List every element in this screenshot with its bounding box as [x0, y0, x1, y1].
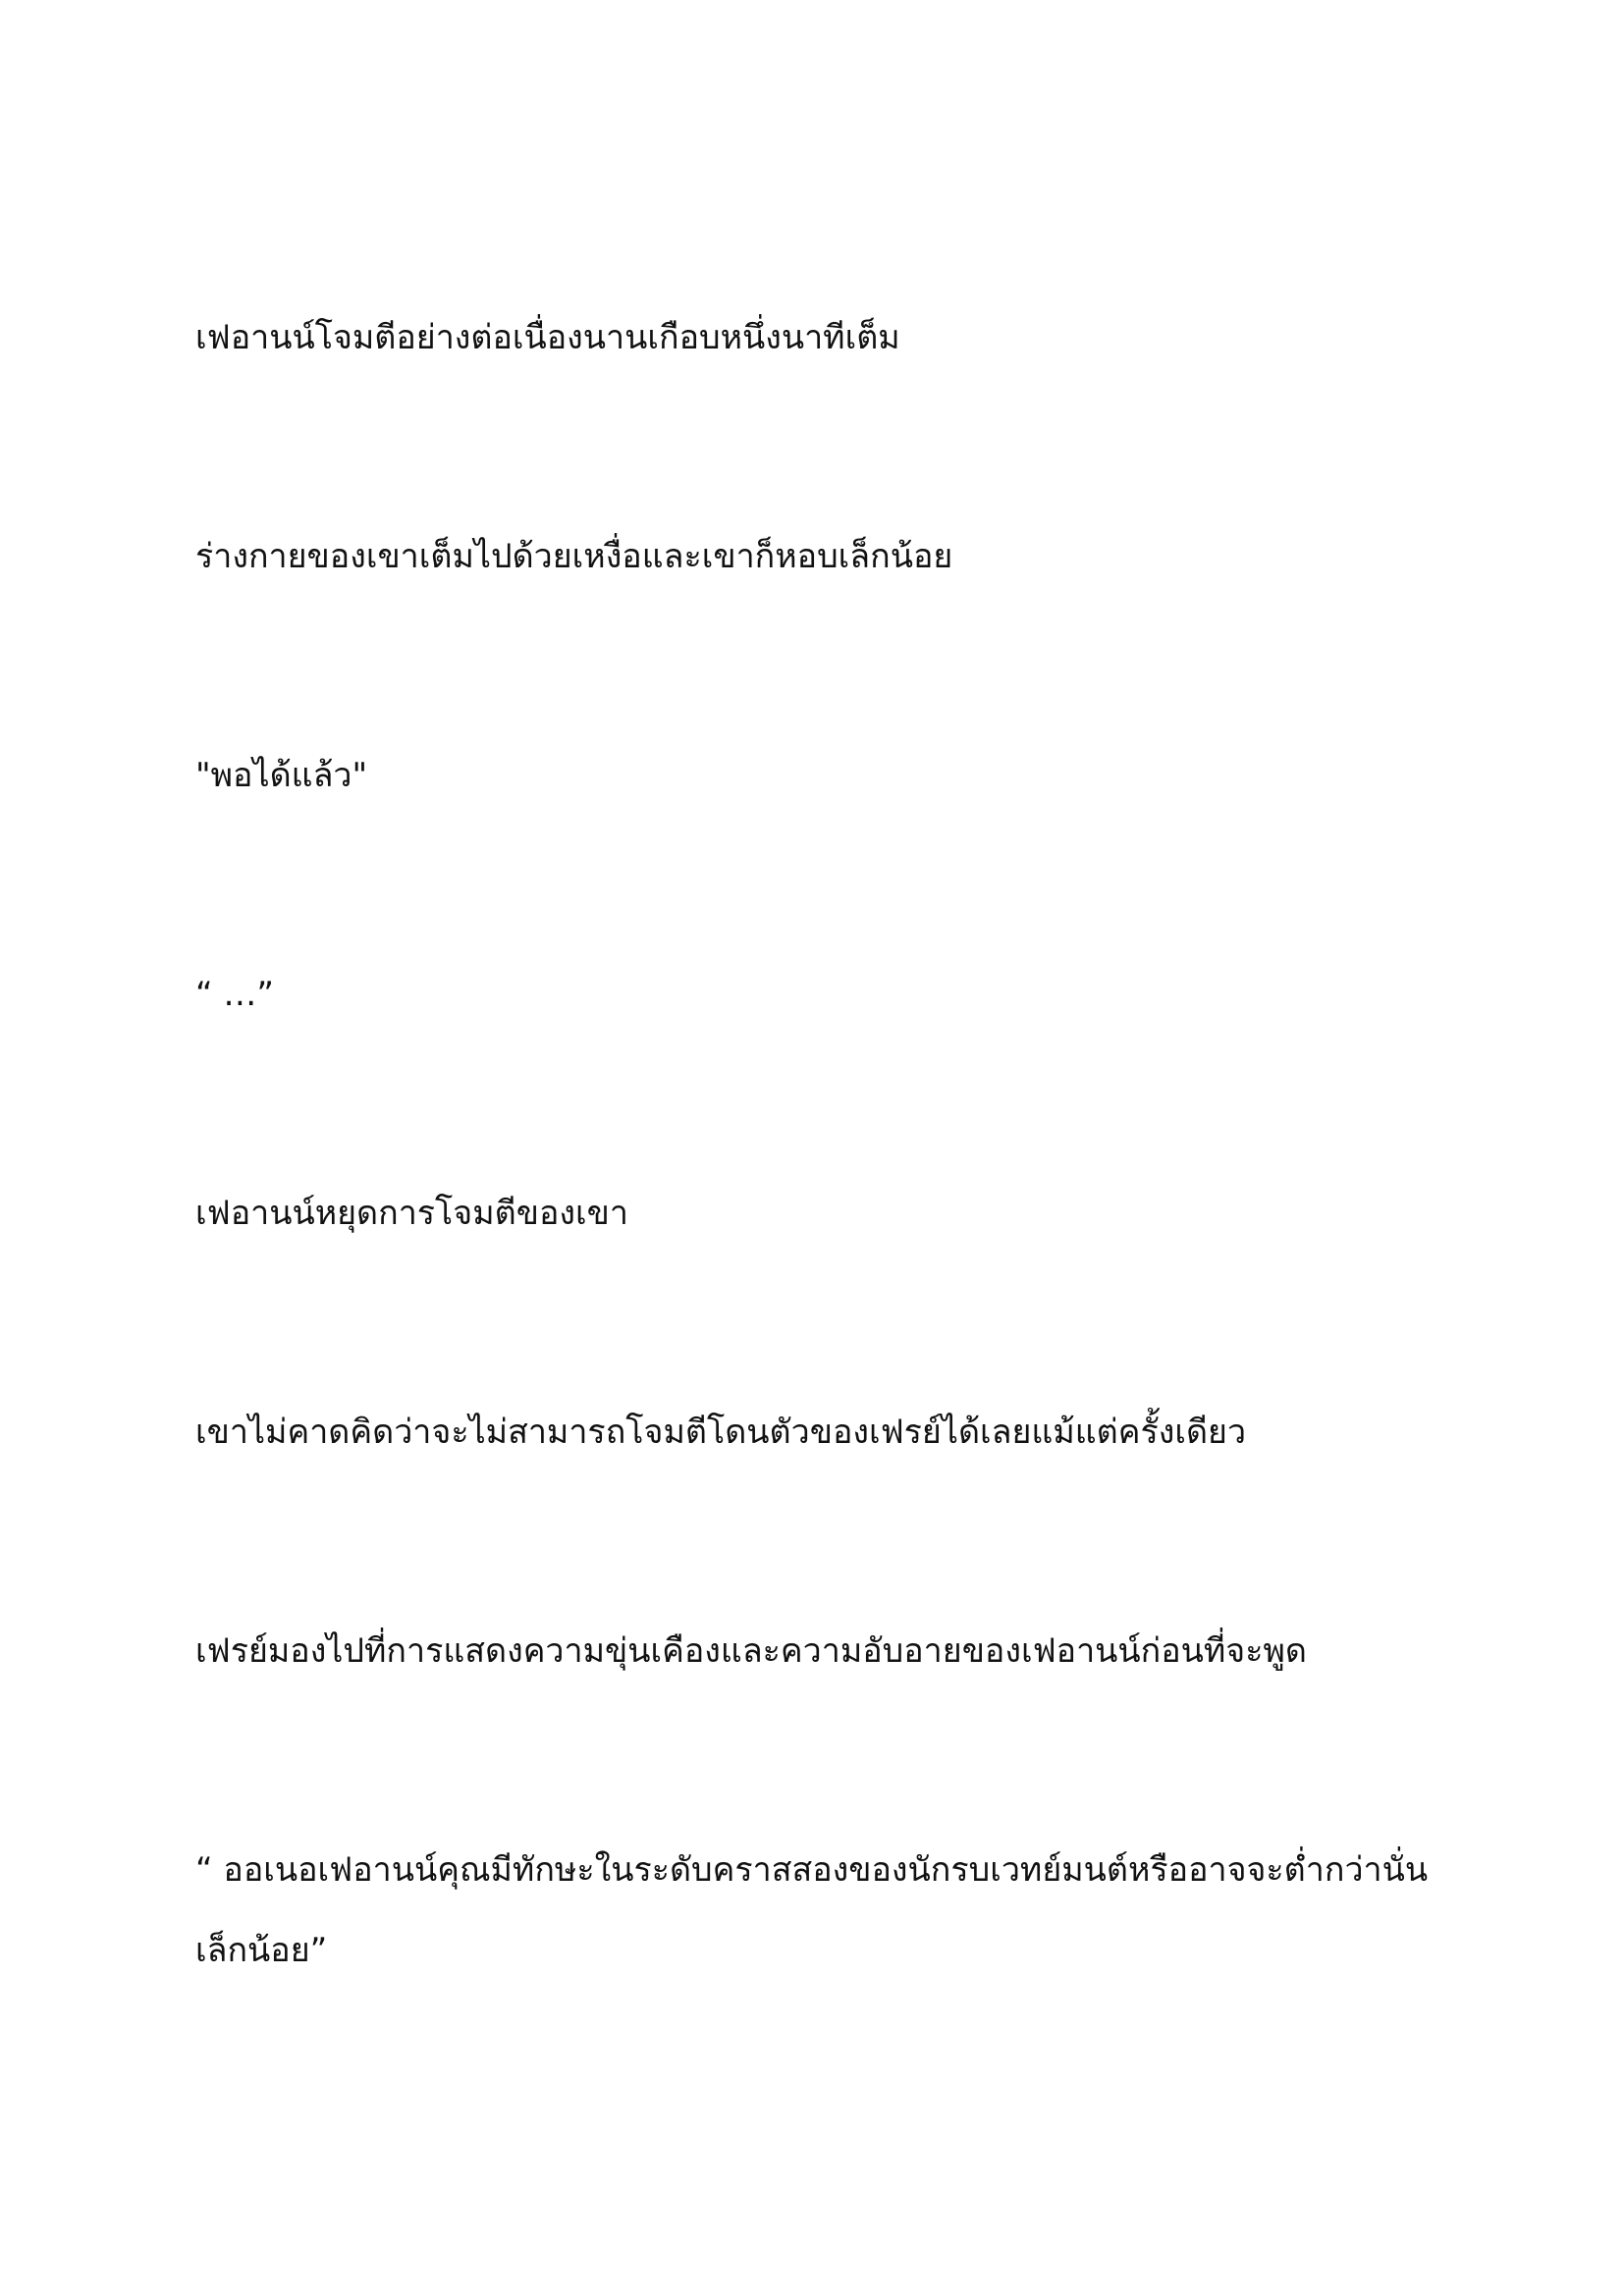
paragraph-7: เฟรย์มองไปที่การแสดงความขุ่นเคืองและความอับอายของเฟอานน์ก่อนที่จะพูด [195, 1631, 1307, 1671]
paragraph-4: “ …” [195, 975, 275, 1014]
paragraph-2: ร่างกายของเขาเต็มไปด้วยเหงื่อและเขาก็หอบเล็กน้อย [195, 537, 953, 576]
paragraph-6: เขาไม่คาดคิดว่าจะไม่สามารถโจมตีโดนตัวของเฟรย์ได้เลยแม้แต่ครั้งเดียว [195, 1413, 1247, 1452]
paragraph-1: เฟอานน์โจมตีอย่างต่อเนื่องนานเกือบหนึ่งนาทีเต็ม [195, 318, 900, 357]
paragraph-5: เฟอานน์หยุดการโจมตีของเขา [195, 1194, 628, 1233]
paragraph-3: "พอได้แล้ว" [195, 756, 368, 795]
paragraph-8: “ ออเนอเฟอานน์คุณมีทักษะในระดับคราสสองของนักรบเวทย์มนต์หรืออาจจะต่ำกว่านั่นเล็กน้อย” [195, 1850, 1429, 1970]
